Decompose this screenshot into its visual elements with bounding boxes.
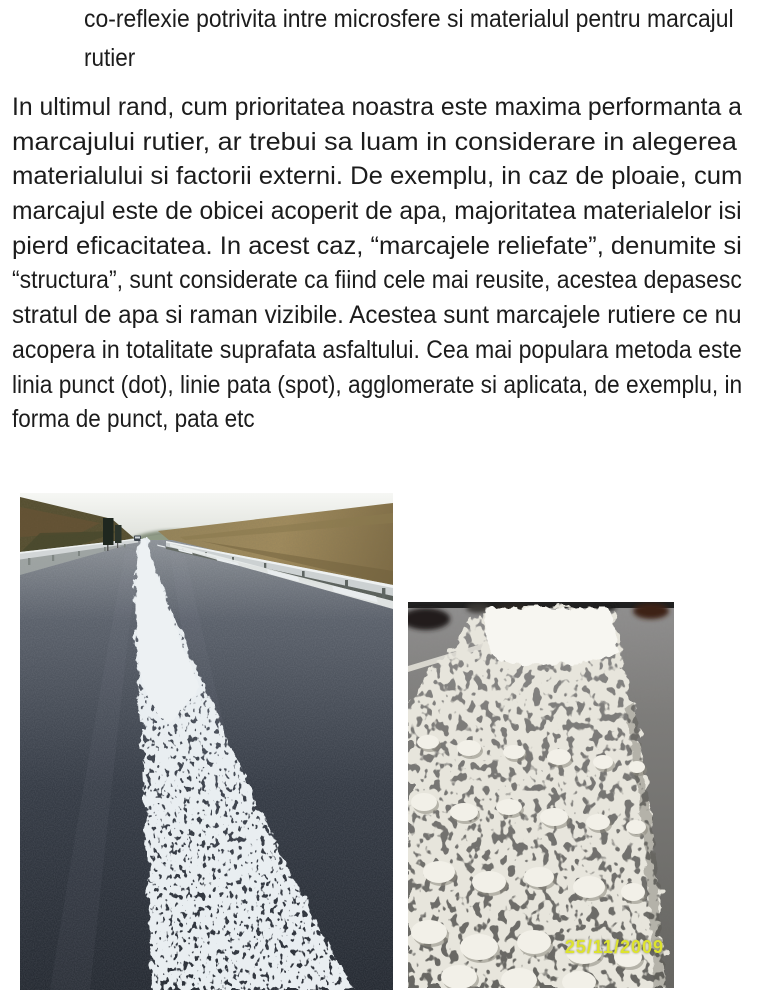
text-line-content: marcajului rutier, ar trebui sa luam in considerare in alegerea [12,127,737,156]
text-line [12,229,742,264]
text-line [12,263,742,298]
text-line [84,39,734,78]
text-line [84,0,734,39]
text-line [12,298,742,333]
text-line [12,125,742,160]
text-line-content: co-reflexie potrivita intre microsfere si materialul pentru marcajul [84,5,734,33]
text-line [12,159,742,194]
text-line-content: marcajul este de obicei acoperit de apa, majoritatea materialelor isi [12,197,742,226]
text-line-content: acopera in totalitate suprafata asfaltului. Cea mai populara metoda este [12,335,742,364]
body-paragraph [12,90,742,437]
highway-photo-svg [20,493,393,990]
text-line-content: In ultimul rand, cum prioritatea noastra este maxima performanta a [12,93,742,121]
text-line-content: linia punct (dot), linie pata (spot), agglomerate si aplicata, de exemplu, in [12,370,743,399]
text-line [12,333,742,368]
date-stamp: 25/11/2009 [564,937,664,957]
text-line-content: materialului si factorii externi. De exemplu, in caz de ploaie, cum [12,162,743,191]
highway-marking-photo [20,493,393,990]
text-line [12,402,742,437]
text-line [12,90,742,125]
text-line [12,368,742,403]
text-line-content: forma de punct, pata etc [12,405,255,434]
closeup-photo-svg [408,602,674,988]
text-line-content: stratul de apa si raman vizibile. Acestea sunt marcajele rutiere ce nu [12,301,742,330]
text-line [12,194,742,229]
text-line-content: pierd eficacitatea. In acest caz, “marcajele reliefate”, denumite si [12,231,742,260]
closeup-marking-photo [408,602,674,988]
distant-vehicle [134,536,141,542]
hanging-paragraph [84,0,734,77]
text-line-content: “structura”, sunt considerate ca fiind cele mai reusite, acestea depasesc [12,266,742,295]
text-line-content: rutier [84,43,136,72]
